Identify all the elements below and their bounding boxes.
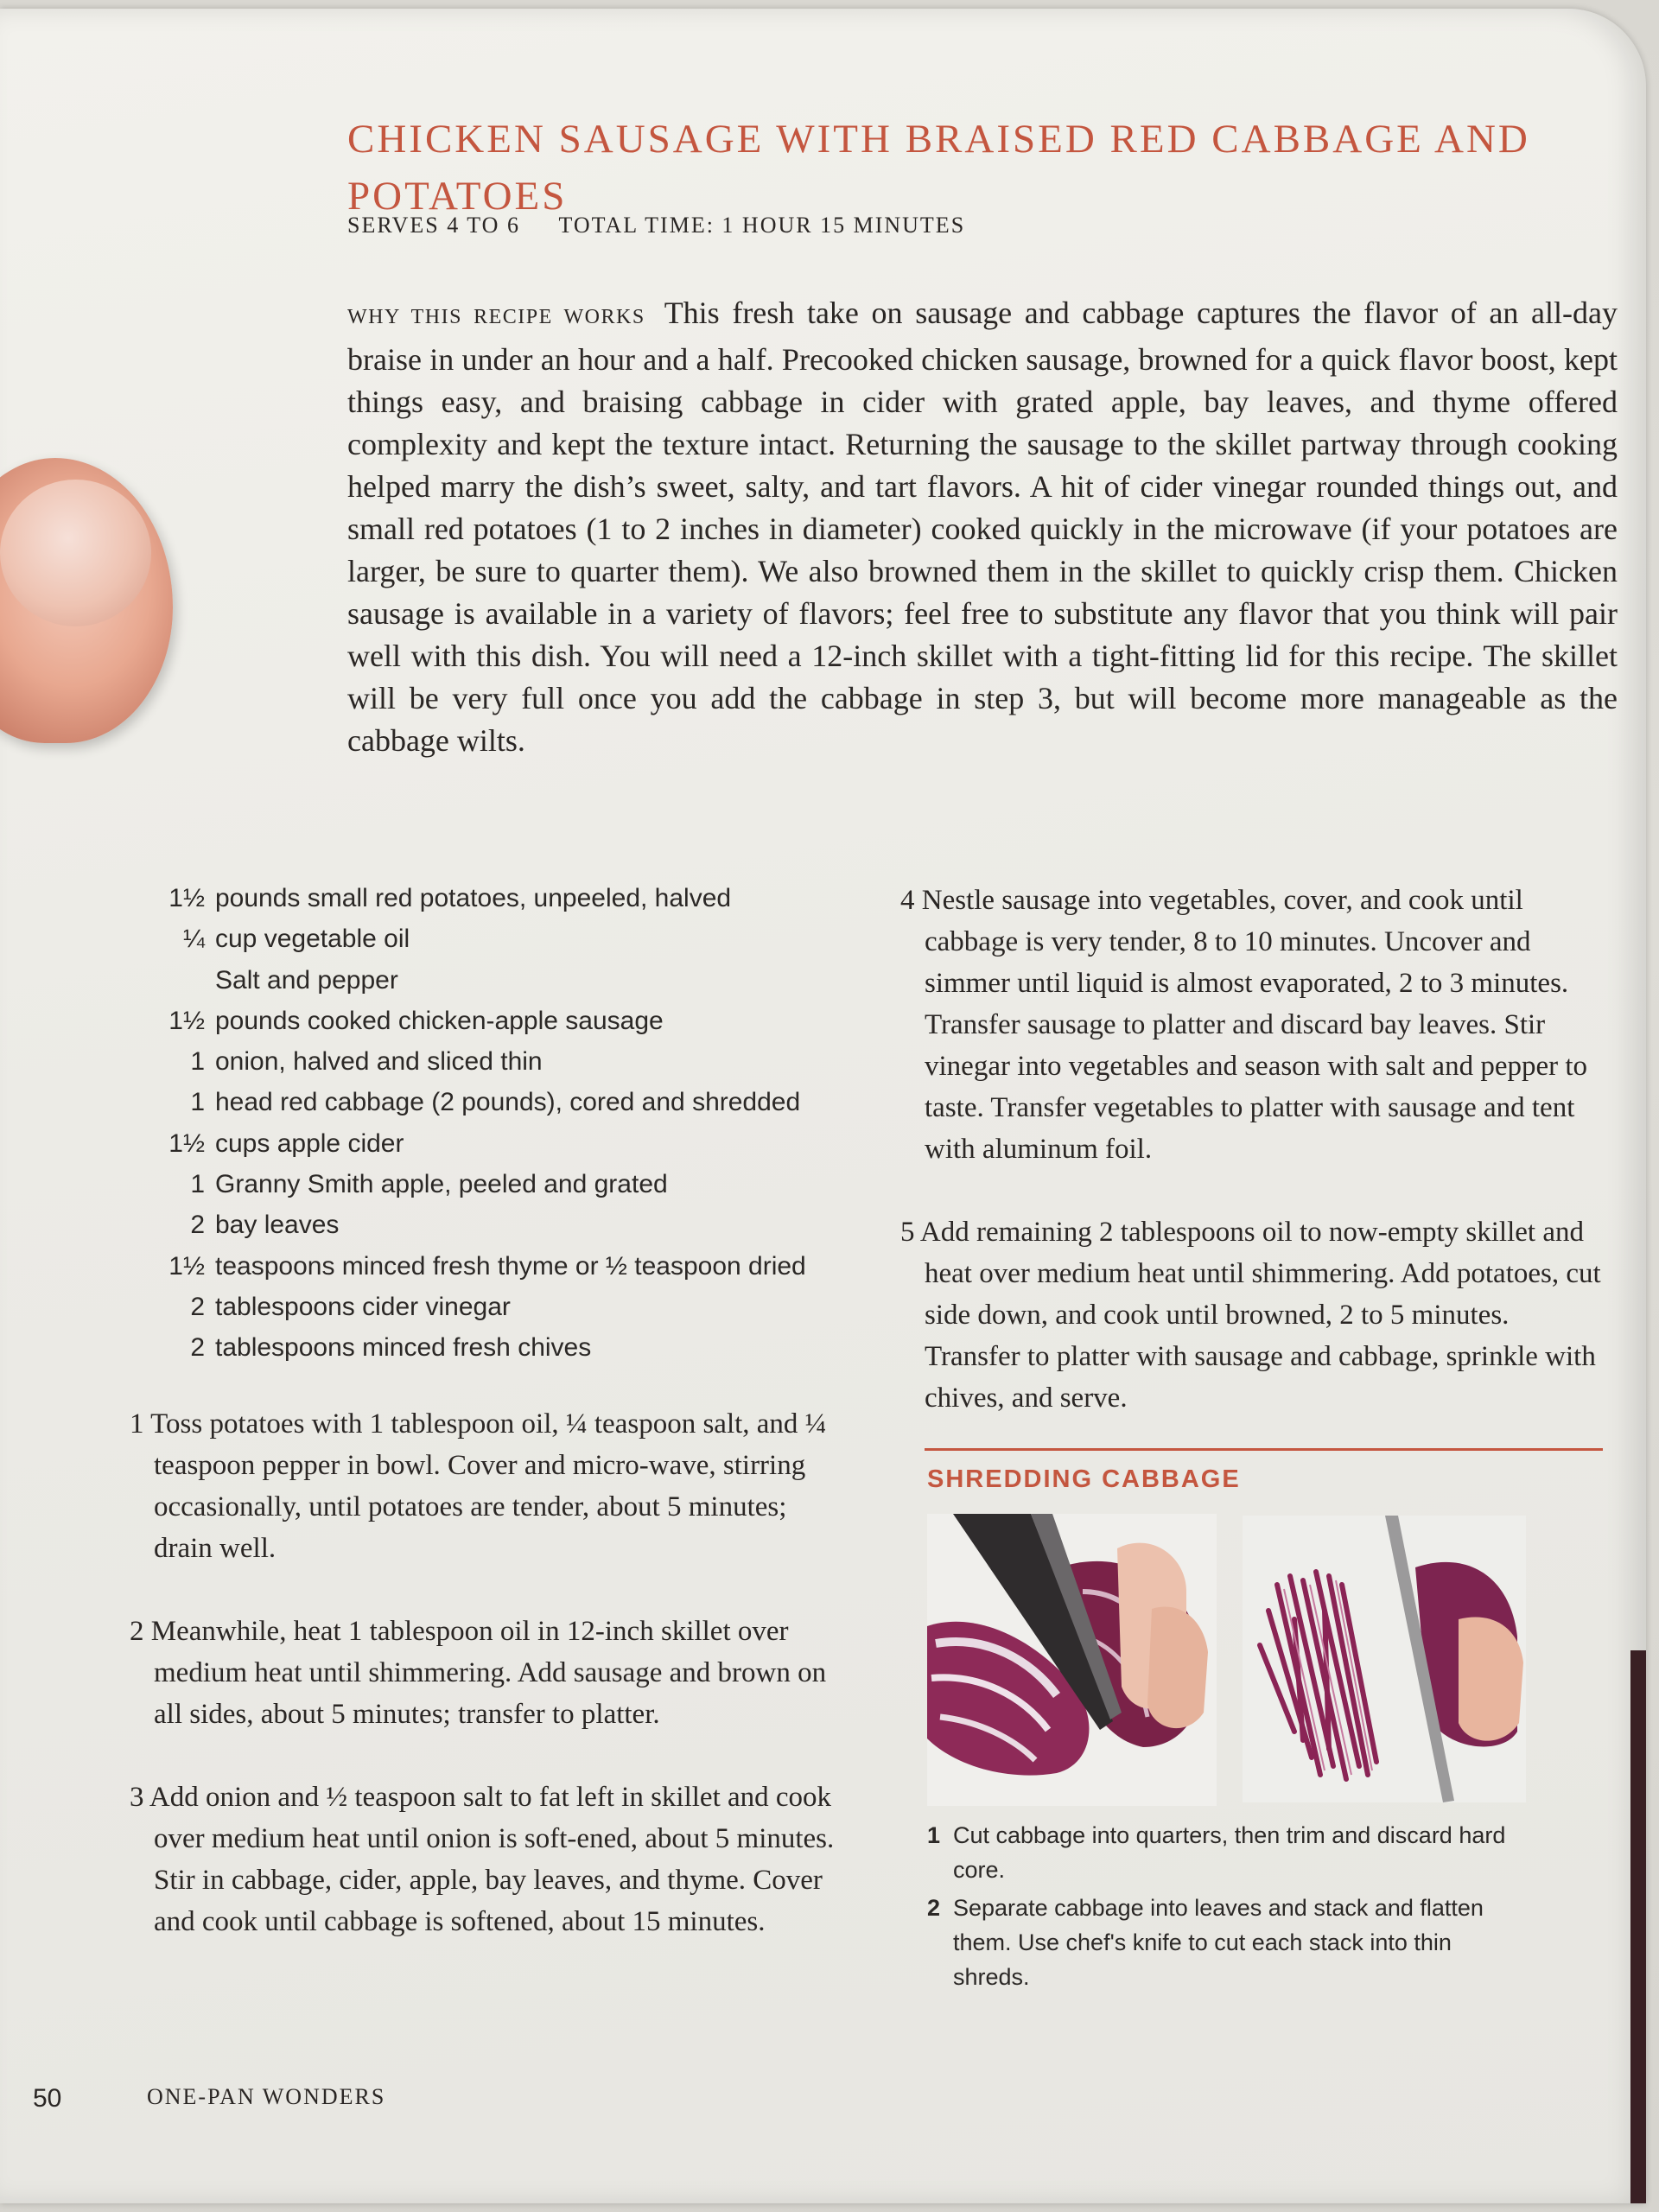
ingredient-item [143,1246,886,1287]
method-step: 2 Meanwhile, heat 1 tablespoon oil in 12-inch skillet over medium heat until shimmering. Add sausage and brown on all sides, about 5 minutes; transfer to platter. [130,1616,827,1730]
ingredient-qty: 2 [190,1211,205,1240]
intro-lead: WHY THIS RECIPE WORKS [347,306,645,328]
ingredient-qty: ¼ [182,925,205,954]
ingredient-qty: 1 [190,1047,205,1077]
method-step: 1 Toss potatoes with 1 tablespoon oil, ¼ teaspoon salt, and ¼ teaspoon pepper in bowl. Cover and micro-wave, stirring occasionally, until potatoes are tender, about 5 minutes; drain well. [130,1408,827,1564]
page-number: 50 [33,2084,62,2113]
thumbnail-photo-element [0,480,151,626]
ingredient-text: bay leaves [215,1211,340,1240]
caption-number: 2 [927,1895,941,1921]
method-steps-left [130,1403,847,1984]
ingredient-text: cups apple cider [215,1128,404,1158]
caption-item [927,1818,1532,1887]
cabbage-shredding-illustration [1243,1516,1526,1802]
ingredient-item [143,878,886,918]
caption-text: Separate cabbage into leaves and stack and flatten them. Use chef's knife to cut each stack into thin shreds. [953,1895,1484,1990]
recipe-meta [347,213,965,238]
ingredient-text: onion, halved and sliced thin [215,1047,543,1077]
ingredient-text: tablespoons cider vinegar [215,1292,511,1321]
ingredient-qty: 1½ [168,884,205,912]
ingredient-item [143,918,886,959]
ingredient-item [143,1082,886,1122]
book-spine-edge [1630,1650,1646,2203]
ingredient-qty: 1½ [168,1128,205,1158]
ingredient-item [143,1123,886,1164]
ingredient-text: head red cabbage (2 pounds), cored and shredded [215,1088,801,1117]
ingredient-qty: 1 [190,1170,205,1199]
ingredient-item [143,960,886,1001]
sidebar-captions [927,1818,1532,1998]
caption-text: Cut cabbage into quarters, then trim and discard hard core. [953,1822,1506,1883]
cabbage-quarter-photo [927,1514,1217,1806]
ingredient-item [143,1001,886,1041]
intro-paragraph [347,292,1618,762]
caption-item [927,1891,1532,1994]
ingredient-text: teaspoons minced fresh thyme or ½ teaspoon dried [215,1251,806,1281]
method-step: 4 Nestle sausage into vegetables, cover, and cook until cabbage is very tender, 8 to 10 minutes. Uncover and simmer until liquid is almost evaporated, 2 to 3 minutes. Transfer sausage to platter and discard bay leaves. Stir vinegar into vegetables and season with salt and pepper to taste. Transfer vegetables to platter with sausage and tent with aluminum foil. [900,885,1588,1165]
ingredient-text: Salt and pepper [215,965,398,995]
ingredient-qty: 2 [190,1333,205,1363]
method-step: 5 Add remaining 2 tablespoons oil to now-empty skillet and heat over medium heat until shimmering. Add potatoes, cut side down, and cook until browned, 2 to 5 minutes. Transfer to platter with sausage and cabbage, sprinkle with chives, and serve. [900,1217,1601,1414]
book-page [0,9,1646,2203]
ingredient-item [143,1205,886,1245]
ingredients-list [143,878,886,1369]
recipe-title: CHICKEN SAUSAGE WITH BRAISED RED CABBAGE AND POTATOES [347,117,1530,219]
ingredient-text: pounds small red potatoes, unpeeled, halved [215,884,732,912]
ingredient-text: tablespoons minced fresh chives [215,1333,592,1363]
ingredient-text: Granny Smith apple, peeled and grated [215,1170,668,1199]
ingredient-item [143,1287,886,1327]
caption-number: 1 [927,1822,941,1848]
ingredient-text: cup vegetable oil [215,925,410,954]
method-steps-right [900,880,1609,1460]
ingredient-qty [143,960,215,1001]
ingredient-qty: 1½ [168,1006,205,1035]
method-step: 3 Add onion and ½ teaspoon salt to fat left in skillet and cook over medium heat until onion is soft-ened, about 5 minutes. Stir in cabbage, cider, apple, bay leaves, and thyme. Cover and cook until cabbage is softened, about 15 minutes. [130,1782,835,1937]
sidebar-title: SHREDDING CABBAGE [927,1465,1241,1493]
ingredient-text: pounds cooked chicken-apple sausage [215,1006,664,1035]
ingredient-item [143,1041,886,1082]
serves-label: SERVES 4 TO 6 [347,213,520,238]
ingredient-item [143,1164,886,1205]
running-footer-title: ONE-PAN WONDERS [147,2084,386,2109]
ingredient-qty: 1½ [168,1251,205,1281]
intro-text: This fresh take on sausage and cabbage captures the flavor of an all-day braise in under an hour and a half. Precooked chicken sausage, browned for a quick flavor boost, kept things easy, and braising cabbage in cider with grated apple, bay leaves, and thyme offered complexity and kept the texture intact. Returning the sausage to the skillet partway through cooking helped marry the dish’s sweet, salty, and tart flavors. A hit of cider vinegar rounded things out, and small red potatoes (1 to 2 inches in diameter) cooked quickly in the microwave (if your potatoes are larger, be sure to quarter them). We also browned them in the skillet to quickly crisp them. Chicken sausage is available in a variety of flavors; feel free to substitute any flavor that you think will pair well with this dish. You will need a 12-inch skillet with a tight-fitting lid for this recipe. The skillet will be very full once you add the cabbage in step 3, but will become more manageable as the cabbage wilts. [347,296,1618,758]
cabbage-cutting-illustration [927,1514,1217,1806]
sidebar-divider [925,1448,1603,1451]
total-time-label: TOTAL TIME: 1 HOUR 15 MINUTES [558,213,966,238]
ingredient-qty: 1 [190,1088,205,1117]
cabbage-shreds-photo [1243,1516,1526,1802]
ingredient-item [143,1327,886,1368]
ingredient-qty: 2 [190,1292,205,1321]
